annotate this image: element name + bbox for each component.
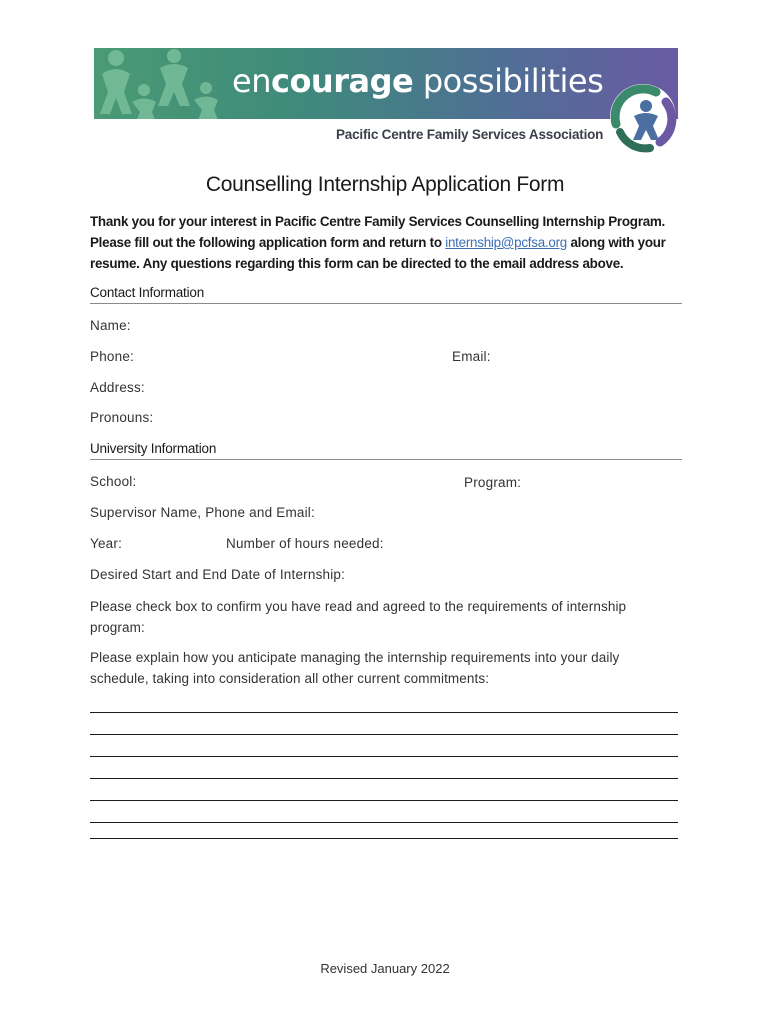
supervisor-label: Supervisor Name, Phone and Email: — [90, 505, 315, 520]
tagline-light: en — [232, 62, 271, 100]
hours-label: Number of hours needed: — [226, 536, 384, 551]
checkbox-confirmation-text: Please check box to confirm you have read and agreed to the requirements of internship program: — [90, 599, 627, 635]
tagline-rest: possibilities — [413, 62, 604, 100]
year-label: Year: — [90, 536, 123, 551]
dates-label: Desired Start and End Date of Internship: — [90, 567, 346, 582]
form-title: Counselling Internship Application Form — [205, 173, 565, 196]
university-section-heading: University Information — [90, 441, 682, 460]
explain-schedule-text: Please explain how you anticipate managing the internship requirements into your daily schedule, taking into consideration all other current commitments: — [90, 650, 620, 686]
pronouns-label: Pronouns: — [90, 410, 154, 425]
internship-email-link[interactable]: internship@pcfsa.org — [445, 235, 567, 250]
answer-line[interactable] — [90, 756, 678, 757]
answer-line[interactable] — [90, 838, 678, 839]
phone-label: Phone: — [90, 349, 134, 364]
organization-logo-icon — [606, 80, 680, 154]
contact-section-heading: Contact Information — [90, 285, 682, 304]
tagline — [232, 62, 603, 100]
answer-line[interactable] — [90, 712, 678, 713]
header-banner — [94, 48, 678, 119]
answer-line[interactable] — [90, 822, 678, 823]
answer-line[interactable] — [90, 800, 678, 801]
intro-text-2: along with your resume. Any questions regarding this form can be directed to the email address above. — [90, 235, 666, 271]
revision-footer: Revised January 2022 — [320, 961, 450, 976]
tagline-bold: courage — [270, 62, 414, 100]
intro-text-1: Thank you for your interest in Pacific Centre Family Services Counselling Internship Program. Please fill out the following application form and return to — [90, 214, 666, 250]
intro-paragraph — [90, 211, 690, 274]
organization-name: Pacific Centre Family Services Association — [336, 127, 604, 142]
program-label: Program: — [464, 475, 522, 490]
answer-line[interactable] — [90, 778, 678, 779]
email-label: Email: — [452, 349, 491, 364]
school-label: School: — [90, 474, 137, 489]
people-figures-icon — [94, 48, 224, 119]
answer-line[interactable] — [90, 734, 678, 735]
address-label: Address: — [90, 380, 145, 395]
name-label: Name: — [90, 318, 131, 333]
